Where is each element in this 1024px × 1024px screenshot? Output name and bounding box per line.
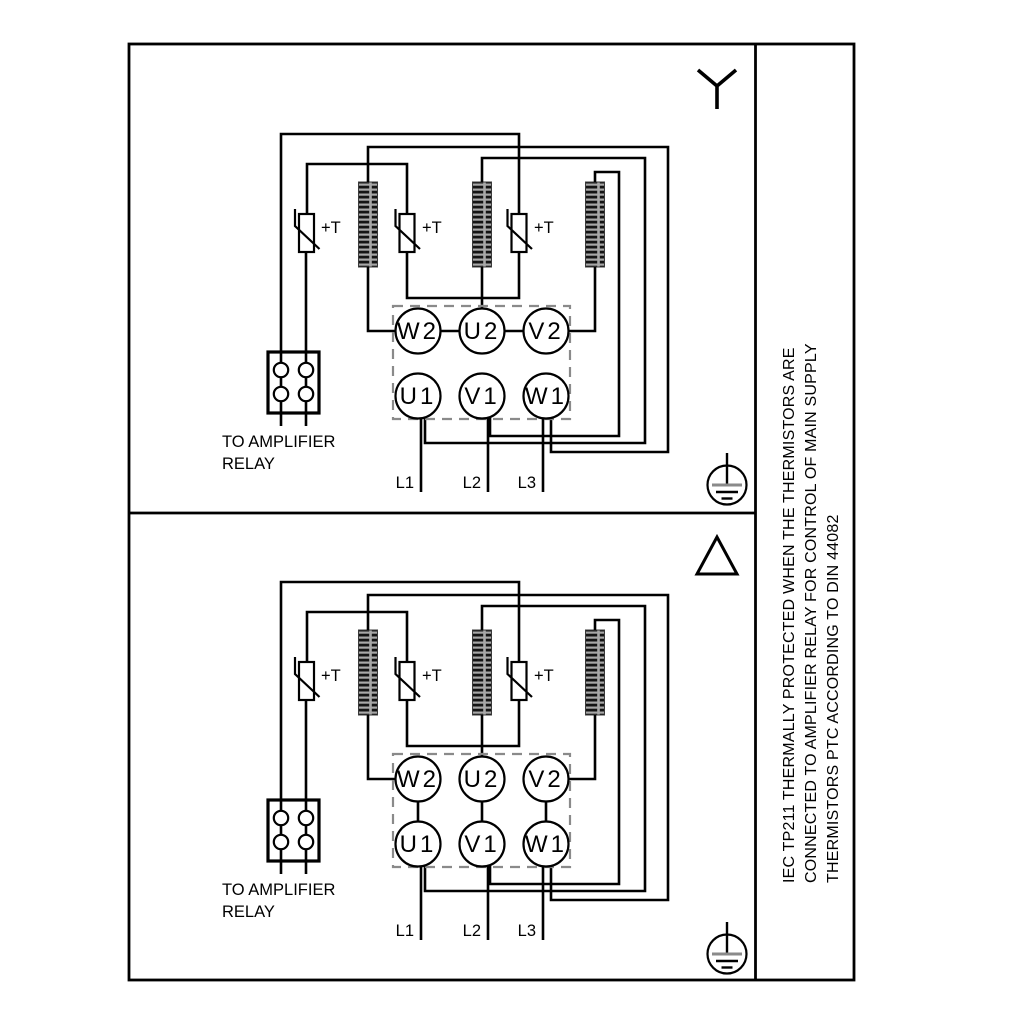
supply-line-label-l1: L1 [395, 474, 414, 492]
terminal-v2 [524, 757, 569, 802]
ptc-thermistor-icon [396, 657, 442, 700]
svg-text:V2: V2 [528, 318, 564, 345]
supply-line-label-l3: L3 [517, 922, 536, 940]
delta-links [418, 802, 546, 822]
svg-text:W1: W1 [525, 383, 567, 410]
supply-line-label-l1: L1 [395, 922, 414, 940]
relay-caption-line1: TO AMPLIFIER [222, 881, 336, 899]
terminal-v2 [524, 309, 569, 354]
relay-terminal [274, 387, 288, 401]
ptc-thermistor-icon [295, 209, 341, 252]
motor-winding-coil [586, 630, 605, 715]
svg-text:V2: V2 [528, 766, 564, 793]
protective-earth-icon [708, 922, 747, 974]
relay-terminal [274, 835, 288, 849]
supply-line-label-l2: L2 [462, 474, 481, 492]
side-note-line2: CONNECTED TO AMPLIFIER RELAY FOR CONTROL OF MAIN SUPPLY [803, 343, 820, 883]
wye-symbol-icon [698, 70, 736, 109]
svg-text:W2: W2 [397, 766, 439, 793]
thermistor-label: +T [422, 667, 442, 685]
svg-text:U2: U2 [463, 766, 501, 793]
svg-text:V1: V1 [464, 383, 500, 410]
wire-thermistor2-to-thermistor3 [407, 252, 519, 298]
terminal-u1 [396, 374, 441, 419]
ptc-thermistor-icon [295, 657, 341, 700]
wire-coil1-to-w2 [368, 715, 396, 779]
thermistor-label: +T [321, 667, 341, 685]
ptc-thermistor-icon [396, 209, 442, 252]
motor-winding-coil [359, 182, 378, 267]
svg-text:U1: U1 [399, 831, 437, 858]
thermistor-label: +T [534, 219, 554, 237]
panel-delta-connection [222, 582, 668, 940]
wire-thermistor1-to-thermistor2 [307, 612, 407, 662]
delta-symbol-icon [697, 537, 737, 574]
panel-star-connection [222, 134, 668, 492]
motor-winding-coil [473, 182, 492, 267]
terminal-u2 [460, 309, 505, 354]
svg-text:V1: V1 [464, 831, 500, 858]
relay-terminal [299, 835, 313, 849]
relay-terminal-box [268, 352, 319, 413]
ptc-thermistor-icon [508, 657, 554, 700]
svg-text:W1: W1 [525, 831, 567, 858]
svg-text:U2: U2 [463, 318, 501, 345]
relay-caption-line2: RELAY [222, 903, 275, 921]
relay-terminal [274, 811, 288, 825]
terminal-w2 [396, 757, 441, 802]
side-note-line1: IEC TP211 THERMALLY PROTECTED WHEN THE THERMISTORS ARE [781, 347, 798, 883]
ptc-thermistor-icon [508, 209, 554, 252]
protective-earth-icon [708, 453, 747, 505]
relay-terminal [299, 363, 313, 377]
relay-terminal [299, 387, 313, 401]
terminal-v1 [460, 374, 505, 419]
wire-thermistor2-to-thermistor3 [407, 700, 519, 746]
relay-terminal [274, 363, 288, 377]
motor-winding-coil [359, 630, 378, 715]
terminal-w2 [396, 309, 441, 354]
terminal-w1 [524, 374, 569, 419]
motor-winding-coil [586, 182, 605, 267]
thermistor-label: +T [321, 219, 341, 237]
terminal-w1 [524, 822, 569, 867]
side-note [781, 343, 842, 883]
wire-coil1-to-w2 [368, 267, 396, 331]
wire-coil3-to-v2 [568, 715, 595, 779]
wire-coil3-to-v2 [568, 267, 595, 331]
side-note-line3: THERMISTORS PTC ACCORDING TO DIN 44082 [825, 514, 842, 883]
svg-text:U1: U1 [399, 383, 437, 410]
thermistor-label: +T [534, 667, 554, 685]
terminal-v1 [460, 822, 505, 867]
svg-text:W2: W2 [397, 318, 439, 345]
relay-caption-line2: RELAY [222, 455, 275, 473]
motor-winding-coil [473, 630, 492, 715]
thermistor-label: +T [422, 219, 442, 237]
wire-thermistor1-to-thermistor2 [307, 164, 407, 214]
relay-terminal [299, 811, 313, 825]
terminal-u2 [460, 757, 505, 802]
terminal-u1 [396, 822, 441, 867]
relay-terminal-box [268, 800, 319, 861]
supply-line-label-l3: L3 [517, 474, 536, 492]
relay-caption-line1: TO AMPLIFIER [222, 433, 336, 451]
supply-line-label-l2: L2 [462, 922, 481, 940]
